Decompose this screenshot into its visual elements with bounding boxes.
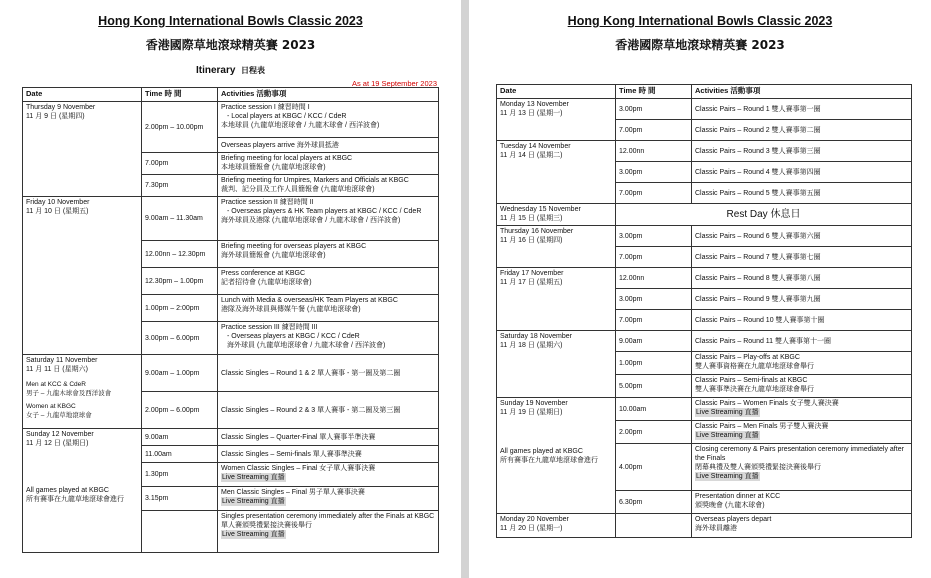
activity-cell: Classic Singles – Semi-finals 單人賽事準決賽 [218, 446, 439, 463]
document-page-1 [0, 0, 461, 578]
activity-cell: Classic Pairs – Round 9 雙人賽事第九圈 [692, 289, 912, 310]
table-row [23, 197, 439, 241]
activity-cell: Classic Pairs – Round 7 雙人賽事第七圈 [692, 247, 912, 268]
time-cell: 1.00pm [616, 352, 692, 375]
time-cell: 11.00am [142, 446, 218, 463]
activity-cell: Classic Pairs – Women Finals 女子雙人賽決賽 Live Streaming 直播 [692, 398, 912, 421]
activity-cell: Classic Pairs – Round 5 雙人賽事第五圈 [692, 183, 912, 204]
activity-cell: Classic Pairs – Round 2 雙人賽事第二圈 [692, 120, 912, 141]
time-cell: 12.00nn [616, 141, 692, 162]
activity-cell: Men Classic Singles – Final 男子單人賽事決賽 Live Streaming 直播 [218, 487, 439, 511]
page-title: Hong Kong International Bowls Classic 2023 [98, 14, 363, 28]
table-row [497, 141, 912, 162]
table-header-row [23, 88, 439, 102]
time-cell: 3.15pm [142, 487, 218, 511]
time-cell: 1.00pm – 2:00pm [142, 295, 218, 322]
date-cell: Saturday 11 November 11 月 11 日 (星期六) Men at KCC & CdeR 男子 – 九龍木球會及西洋波會 Women at KBGC 女子 – 九龍草地滾球會 [23, 355, 142, 429]
time-cell: 9.00am – 1.00pm [142, 355, 218, 392]
activity-cell: Briefing meeting for Umpires, Markers and Officials at KBGC 裁判、記分員及工作人員簡報會 (九龍草地滾球會) [218, 175, 439, 197]
activity-cell: Classic Pairs – Round 1 雙人賽事第一圈 [692, 99, 912, 120]
live-streaming-badge: Live Streaming 直播 [696, 473, 759, 480]
page-gutter [461, 0, 469, 578]
rest-day-label: Rest Day 休息日 [616, 204, 912, 226]
activity-cell: Classic Pairs – Semi-finals at KBGC 雙人賽事準決賽在九龍草地滾球會舉行 [692, 375, 912, 398]
time-cell: 9.00am [142, 429, 218, 446]
time-cell: 7.00pm [142, 153, 218, 175]
date-cell: Friday 10 November 11 月 10 日 (星期五) [23, 197, 142, 355]
table-header-row [497, 85, 912, 99]
activity-cell: Overseas players arrive 海外球員抵港 [218, 138, 439, 153]
activity-cell: Practice session I 練習時間 I - Local players at KBGC / KCC / CdeR 本地球員 (九龍草地滾球會 / 九龍木球會 / 西洋波會) [218, 102, 439, 138]
document-page-2 [469, 0, 931, 578]
as-at-date: As at 19 September 2023 [351, 79, 437, 88]
activity-cell: Classic Pairs – Round 6 雙人賽事第六圈 [692, 226, 912, 247]
time-cell [142, 511, 218, 553]
activity-cell: Classic Singles – Round 1 & 2 單人賽事 - 第一圈及第二圈 [218, 355, 439, 392]
date-cell: Monday 13 November 11 月 13 日 (星期一) [497, 99, 616, 141]
col-date: Date [23, 88, 142, 102]
time-cell: 3.00pm [616, 289, 692, 310]
time-cell: 1.30pm [142, 463, 218, 487]
activity-cell: Classic Pairs – Round 10 雙人賽事第十圈 [692, 310, 912, 331]
activity-cell: Briefing meeting for overseas players at KBGC 海外球員簡報會 (九龍草地滾球會) [218, 241, 439, 268]
time-cell: 7.00pm [616, 183, 692, 204]
time-cell: 4.00pm [616, 444, 692, 491]
activity-cell: Practice session II 練習時間 II - Overseas players & HK Team players at KBGC / KCC / CdeR 海外球員及港隊 (九龍草地滾球會 / 九龍木球會 / 西洋波會) [218, 197, 439, 241]
date-cell: Sunday 19 November 11 月 19 日 (星期日) All games played at KBGC 所有賽事在九龍草地滾球會進行 [497, 398, 616, 514]
page-title: Hong Kong International Bowls Classic 2023 [567, 14, 833, 28]
live-streaming-badge: Live Streaming 直播 [222, 531, 285, 538]
table-row [23, 355, 439, 392]
table-row [23, 102, 439, 138]
col-time: Time 時 間 [616, 85, 692, 99]
itinerary-table-1 [22, 87, 439, 553]
time-cell: 3.00pm – 6.00pm [142, 322, 218, 355]
table-row [497, 204, 912, 226]
date-cell: Thursday 16 November 11 月 16 日 (星期四) [497, 226, 616, 268]
time-cell: 3.00pm [616, 162, 692, 183]
live-streaming-badge: Live Streaming 直播 [696, 409, 759, 416]
page-title-chinese: 香港國際草地滾球精英賽 2023 [615, 38, 785, 52]
date-cell: Wednesday 15 November 11 月 15 日 (星期三) [497, 204, 616, 226]
date-cell: Thursday 9 November 11 月 9 日 (星期四) [23, 102, 142, 197]
time-cell: 2.00pm [616, 421, 692, 444]
page-title-chinese: 香港國際草地滾球精英賽 2023 [145, 38, 316, 52]
col-activities: Activities 活動事項 [218, 88, 439, 102]
time-cell: 12.00nn [616, 268, 692, 289]
time-cell: 5.00pm [616, 375, 692, 398]
col-date: Date [497, 85, 616, 99]
activity-cell: Press conference at KBGC 記者招待會 (九龍草地滾球會) [218, 268, 439, 295]
time-cell: 12.00nn – 12.30pm [142, 241, 218, 268]
live-streaming-badge: Live Streaming 直播 [696, 432, 759, 439]
time-cell: 3.00pm [616, 226, 692, 247]
time-cell [616, 514, 692, 538]
itinerary-heading: Itinerary 日程表 [195, 65, 266, 76]
time-cell: 7.00pm [616, 247, 692, 268]
activity-cell: Practice session III 練習時間 III - Overseas players at KBGC / KCC / CdeR 海外球員 (九龍草地滾球會 / 九龍木球會 / 西洋波會) [218, 322, 439, 355]
table-row [497, 514, 912, 538]
time-cell: 7.30pm [142, 175, 218, 197]
activity-cell: Classic Pairs – Round 11 雙人賽事第十一圈 [692, 331, 912, 352]
activity-cell: Closing ceremony & Pairs presentation ceremony immediately after the Finals 閉幕典禮及雙人賽頒獎禮緊接決賽後舉行 Live Streaming 直播 [692, 444, 912, 491]
activity-cell: Lunch with Media & overseas/HK Team Players at KBGC 港隊及海外球員與傳媒午餐 (九龍草地滾球會) [218, 295, 439, 322]
table-row [497, 268, 912, 289]
time-cell: 2.00pm – 10.00pm [142, 102, 218, 153]
date-cell: Monday 20 November 11 月 20 日 (星期一) [497, 514, 616, 538]
activity-cell: Singles presentation ceremony immediately after the Finals at KBGC 單人賽頒獎禮緊接決賽後舉行 Live Streaming 直播 [218, 511, 439, 553]
live-streaming-badge: Live Streaming 直播 [222, 498, 285, 505]
activity-cell: Presentation dinner at KCC 頒獎晚會 (九龍木球會) [692, 491, 912, 514]
table-row [23, 429, 439, 446]
activity-cell: Classic Pairs – Play-offs at KBGC 雙人賽事資格賽在九龍草地滾球會舉行 [692, 352, 912, 375]
activity-cell: Classic Pairs – Round 3 雙人賽事第三圈 [692, 141, 912, 162]
time-cell: 7.00pm [616, 120, 692, 141]
time-cell: 7.00pm [616, 310, 692, 331]
itinerary-table-2 [496, 84, 912, 538]
activity-cell: Briefing meeting for local players at KBGC 本地球員簡報會 (九龍草地滾球會) [218, 153, 439, 175]
table-row [497, 226, 912, 247]
activity-cell: Classic Singles – Round 2 & 3 單人賽事 - 第二圈及第三圈 [218, 392, 439, 429]
time-cell: 9.00am [616, 331, 692, 352]
time-cell: 3.00pm [616, 99, 692, 120]
live-streaming-badge: Live Streaming 直播 [222, 474, 285, 481]
date-cell: Saturday 18 November 11 月 18 日 (星期六) [497, 331, 616, 398]
time-cell: 12.30pm – 1.00pm [142, 268, 218, 295]
activity-cell: Classic Singles – Quarter-Final 單人賽事半準決賽 [218, 429, 439, 446]
date-cell: Friday 17 November 11 月 17 日 (星期五) [497, 268, 616, 331]
col-activities: Activities 活動事項 [692, 85, 912, 99]
activity-cell: Overseas players depart 海外球員離港 [692, 514, 912, 538]
activity-cell: Classic Pairs – Round 8 雙人賽事第八圈 [692, 268, 912, 289]
time-cell: 2.00pm – 6.00pm [142, 392, 218, 429]
time-cell: 6.30pm [616, 491, 692, 514]
activity-cell: Women Classic Singles – Final 女子單人賽事決賽 Live Streaming 直播 [218, 463, 439, 487]
col-time: Time 時 間 [142, 88, 218, 102]
table-row [497, 331, 912, 352]
time-cell: 10.00am [616, 398, 692, 421]
activity-cell: Classic Pairs – Men Finals 男子雙人賽決賽 Live Streaming 直播 [692, 421, 912, 444]
time-cell: 9.00am – 11.30am [142, 197, 218, 241]
date-cell: Sunday 12 November 11 月 12 日 (星期日) All games played at KBGC 所有賽事在九龍草地滾球會進行 [23, 429, 142, 553]
activity-cell: Classic Pairs – Round 4 雙人賽事第四圈 [692, 162, 912, 183]
table-row [497, 398, 912, 421]
table-row [497, 99, 912, 120]
date-cell: Tuesday 14 November 11 月 14 日 (星期二) [497, 141, 616, 204]
